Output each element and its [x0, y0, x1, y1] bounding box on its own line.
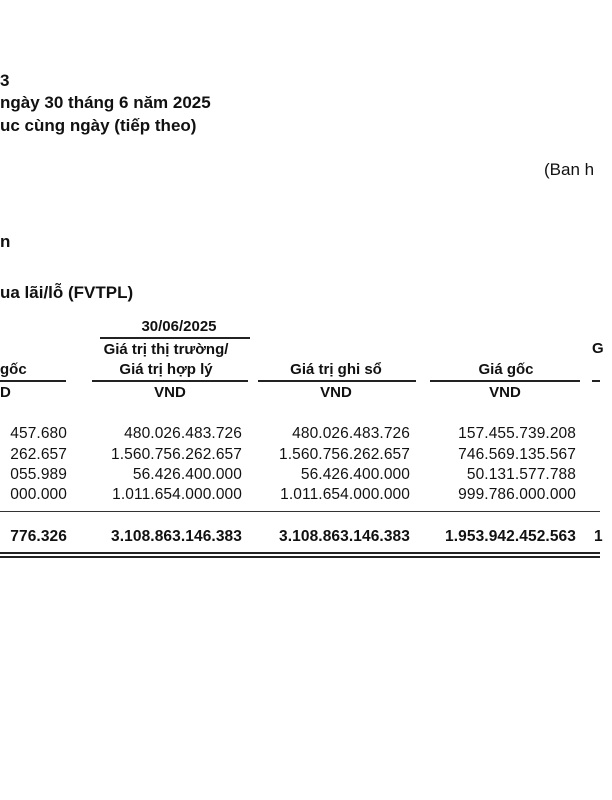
- col1-header-line2: Giá trị hợp lý: [119, 361, 213, 378]
- cell-col3: 746.569.135.567: [458, 446, 576, 463]
- col2-header: Giá trị ghi sổ: [290, 361, 382, 378]
- col1-unit: VND: [154, 384, 186, 401]
- cell-col1: 56.426.400.000: [132, 466, 242, 483]
- total-col4: 1: [594, 528, 603, 545]
- col2-header-underline: [258, 380, 416, 382]
- doc-line-2: ngày 30 tháng 6 năm 2025: [0, 93, 211, 112]
- col1-header-line1: Giá trị thị trường/: [103, 341, 229, 358]
- col0-header: gốc: [0, 361, 27, 378]
- cell-col2: 1.560.756.262.657: [279, 446, 410, 463]
- col3-header-underline: [430, 380, 580, 382]
- section-letter: n: [0, 232, 11, 251]
- cell-col3: 50.131.577.788: [466, 466, 576, 483]
- date-underline: [100, 337, 250, 339]
- cell-col3: 157.455.739.208: [458, 425, 576, 442]
- cell-col0: 457.680: [10, 425, 67, 442]
- cell-col3: 999.786.000.000: [458, 486, 576, 503]
- cell-col0: 000.000: [10, 486, 67, 503]
- col3-header: Giá gốc: [478, 361, 534, 378]
- doc-line-1: 3: [0, 71, 10, 90]
- right-note: (Ban h: [544, 160, 595, 179]
- cell-col2: 1.011.654.000.000: [280, 486, 410, 503]
- total-double-rule-2: [0, 556, 600, 558]
- total-col0: 776.326: [10, 528, 67, 545]
- col3-unit: VND: [489, 384, 521, 401]
- total-top-rule: [0, 511, 600, 512]
- cell-col1: 480.026.483.726: [124, 425, 242, 442]
- cell-col2: 56.426.400.000: [300, 466, 410, 483]
- cell-col1: 1.560.756.262.657: [111, 446, 242, 463]
- total-col1: 3.108.863.146.383: [111, 528, 242, 545]
- doc-line-3: uc cùng ngày (tiếp theo): [0, 116, 197, 135]
- total-col2: 3.108.863.146.383: [279, 528, 410, 545]
- date-header: 30/06/2025: [141, 318, 217, 335]
- col4-header-underline: [592, 380, 600, 382]
- cell-col2: 480.026.483.726: [292, 425, 410, 442]
- col0-header-underline: [0, 380, 66, 382]
- section-title: ua lãi/lỗ (FVTPL): [0, 283, 134, 302]
- col0-unit: D: [0, 384, 11, 401]
- cell-col0: 262.657: [10, 446, 67, 463]
- total-col3: 1.953.942.452.563: [445, 528, 576, 545]
- total-double-rule-1: [0, 552, 600, 554]
- cell-col1: 1.011.654.000.000: [112, 486, 242, 503]
- col1-header-underline: [92, 380, 248, 382]
- col4-header: G: [592, 340, 604, 357]
- cell-col0: 055.989: [10, 466, 67, 483]
- col2-unit: VND: [320, 384, 352, 401]
